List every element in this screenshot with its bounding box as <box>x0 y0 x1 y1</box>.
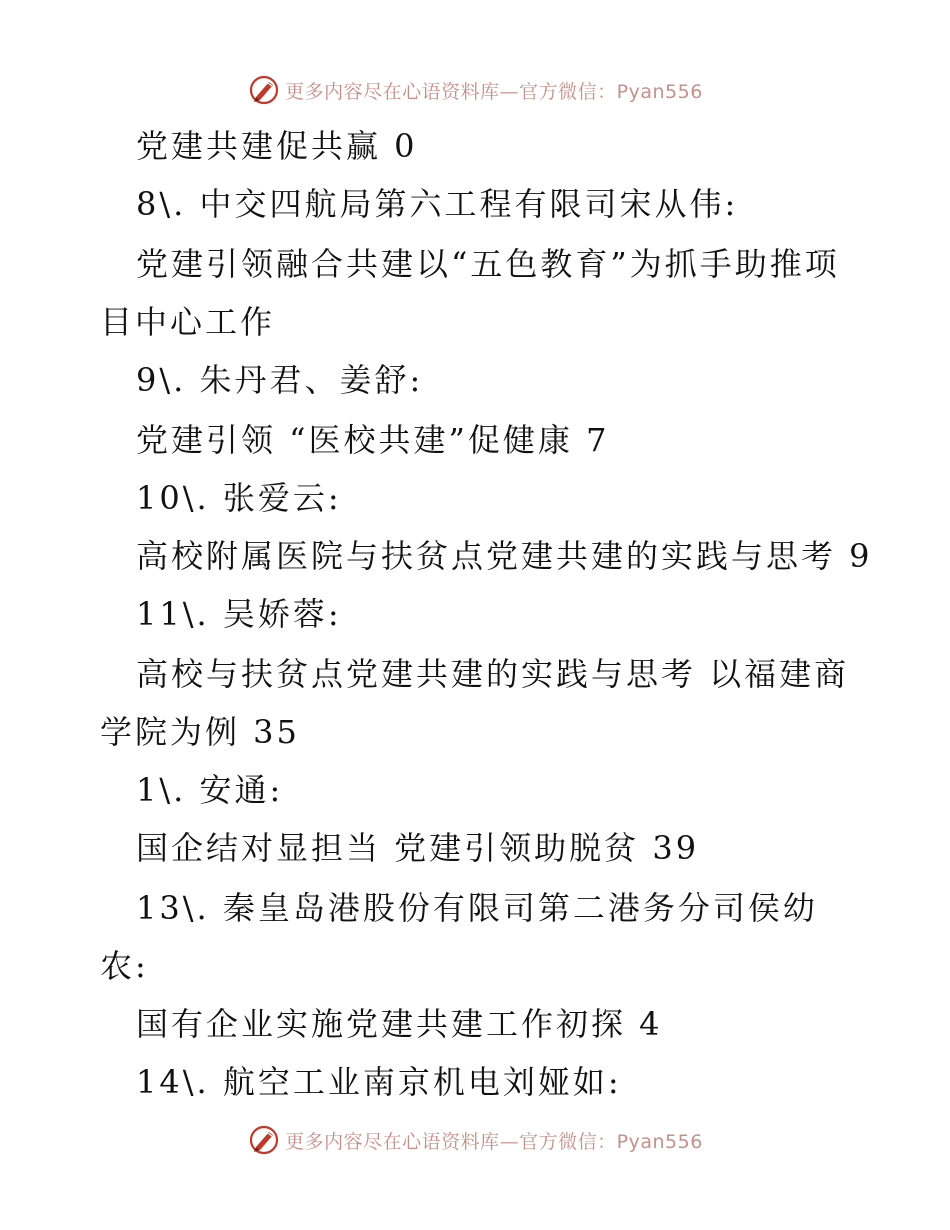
text-line: 学院为例 35 <box>100 713 300 751</box>
watermark-brand: 更多内容尽在心语资料库 <box>285 80 500 103</box>
text-line: 国有企业实施党建共建工作初探 4 <box>136 1005 663 1043</box>
watermark-wechat: 官方微信：Pyan556 <box>519 80 703 103</box>
watermark-brand: 更多内容尽在心语资料库 <box>285 1130 500 1153</box>
watermark-separator: — <box>499 1130 520 1153</box>
text-line: 1\. 安通: <box>136 771 284 809</box>
text-line: 党建共建促共赢 0 <box>136 127 418 165</box>
text-line: 高校附属医院与扶贫点党建共建的实践与思考 9 <box>136 537 873 575</box>
watermark-text <box>285 77 703 104</box>
text-line: 高校与扶贫点党建共建的实践与思考 以福建商 <box>136 655 850 693</box>
text-line: 9\. 朱丹君、姜舒: <box>136 361 424 399</box>
pen-logo-icon <box>247 73 281 107</box>
watermark-footer <box>0 1120 950 1160</box>
watermark-text <box>285 1127 703 1154</box>
text-line: 目中心工作 <box>100 303 276 341</box>
text-line: 11\. 吴娇蓉: <box>136 595 342 633</box>
text-line: 14\. 航空工业南京机电刘娅如: <box>136 1063 622 1101</box>
watermark-separator: — <box>499 80 520 103</box>
watermark-header <box>0 70 950 110</box>
pen-logo-icon <box>247 1123 281 1157</box>
text-line: 10\. 张爱云: <box>136 479 342 517</box>
watermark-wechat: 官方微信：Pyan556 <box>519 1130 703 1153</box>
text-line: 党建引领融合共建以“五色教育”为抓手助推项 <box>136 245 840 283</box>
text-line: 农: <box>100 947 149 985</box>
text-line: 党建引领 “医校共建”促健康 7 <box>136 421 610 459</box>
text-line: 13\. 秦皇岛港股份有限司第二港务分司侯幼 <box>136 889 818 927</box>
text-line: 国企结对显担当 党建引领助脱贫 39 <box>136 829 700 867</box>
text-line: 8\. 中交四航局第六工程有限司宋从伟: <box>136 185 739 223</box>
